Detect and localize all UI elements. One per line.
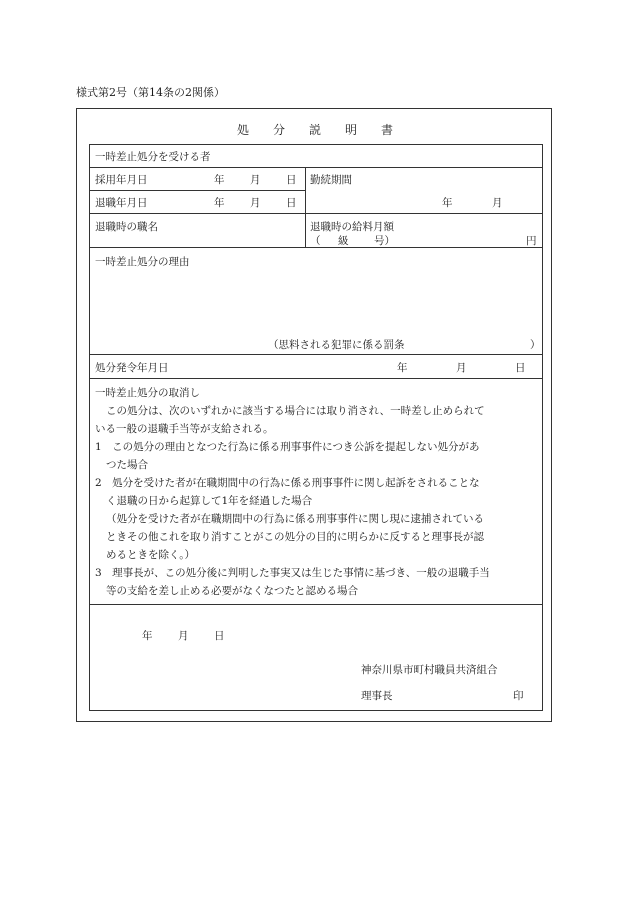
salary-label: 退職時の給料月額 <box>310 221 394 233</box>
cancel-item1-line2: つた場合 <box>106 459 148 471</box>
rule <box>89 378 543 379</box>
seal-mark: 印 <box>513 690 524 702</box>
service-period-month: 月 <box>492 197 503 209</box>
sign-date-day: 日 <box>214 630 225 642</box>
rule <box>305 167 306 247</box>
cancel-item3-line2: 等の支給を差し止める必要がなくなつたと認める場合 <box>106 585 358 597</box>
document-title: 処分説明書 <box>236 123 417 137</box>
rule <box>89 190 305 191</box>
rule <box>89 167 543 168</box>
cancel-heading: 一時差止処分の取消し <box>95 387 200 399</box>
hire-date-year: 年 <box>214 174 225 186</box>
retire-date-day: 日 <box>286 197 297 209</box>
cancel-item2-line2: く退職の日から起算して1年を経過した場合 <box>106 495 313 507</box>
position-label: 退職時の職名 <box>95 221 158 233</box>
crime-article-close: ） <box>530 339 541 351</box>
issue-date-label: 処分発令年月日 <box>95 362 169 374</box>
cancel-note-line2: ときその他これを取り消すことがこの処分の目的に明らかに反すると理事長が認 <box>106 531 484 543</box>
hire-date-month: 月 <box>250 174 261 186</box>
service-period-label: 勤続期間 <box>310 174 352 186</box>
reason-label: 一時差止処分の理由 <box>95 256 190 268</box>
salary-unit: 円 <box>526 235 537 247</box>
issue-date-year: 年 <box>397 362 408 374</box>
cancel-intro-line1: この処分は、次のいずれかに該当する場合には取り消され、一時差し止められて <box>106 405 485 417</box>
cancel-note-line1: （処分を受けた者が在職期間中の行為に係る刑事事件に関し現に逮捕されている <box>106 513 484 525</box>
issue-date-month: 月 <box>456 362 467 374</box>
chairperson-label: 理事長 <box>361 690 393 702</box>
organization-name: 神奈川県市町村職員共済組合 <box>361 664 498 676</box>
rule <box>89 354 543 355</box>
grade-label: 級 <box>338 235 349 247</box>
service-period-year: 年 <box>442 197 453 209</box>
hire-date-day: 日 <box>286 174 297 186</box>
cancel-item2-line1: 2 処分を受けた者が在職期間中の行為に係る刑事事件に関し起訴をされることな <box>95 477 480 489</box>
rule <box>89 213 543 214</box>
sign-date-month: 月 <box>178 630 189 642</box>
issue-date-day: 日 <box>515 362 526 374</box>
cancel-item1-line1: 1 この処分の理由となつた行為に係る刑事事件につき公訴を提起しない処分があ <box>95 441 480 453</box>
grade-open: （ <box>310 235 321 247</box>
retire-date-year: 年 <box>214 197 225 209</box>
retire-date-label: 退職年月日 <box>95 197 148 209</box>
crime-article-open: （思料される犯罪に係る罰条 <box>268 339 405 351</box>
cancel-note-line3: めるときを除く。） <box>106 549 196 561</box>
hire-date-label: 採用年月日 <box>95 174 148 186</box>
cancel-item3-line1: 3 理事長が、この処分後に判明した事実又は生じた事情に基づき、一般の退職手当 <box>95 567 490 579</box>
retire-date-month: 月 <box>250 197 261 209</box>
form-number-label: 様式第2号（第14条の2関係） <box>76 86 225 99</box>
rule <box>89 604 543 605</box>
sign-date-year: 年 <box>142 630 153 642</box>
grade-unit: 号） <box>374 235 395 247</box>
recipient-label: 一時差止処分を受ける者 <box>95 151 211 163</box>
cancel-intro-line2: いる一般の退職手当等が支給される。 <box>95 423 274 435</box>
